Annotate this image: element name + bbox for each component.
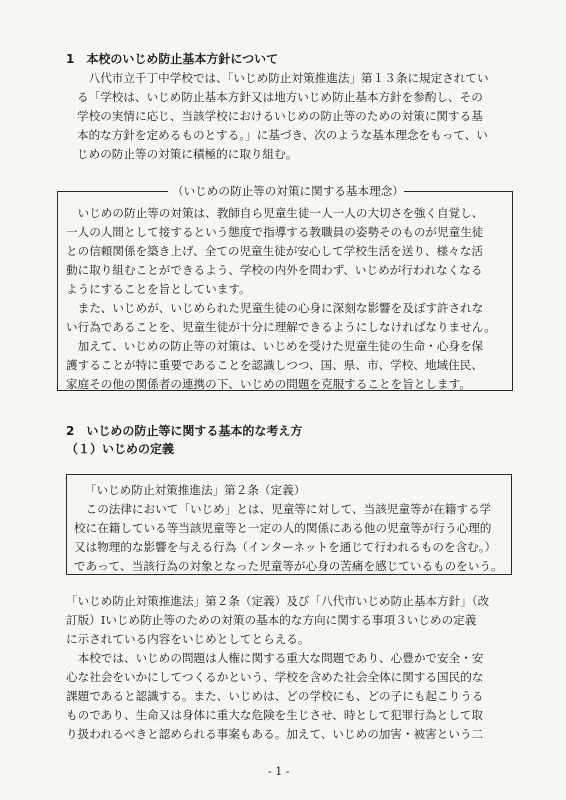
paragraph-line: じめの防止等の対策に積極的に取り組む。	[77, 147, 298, 161]
definition-line: 又は物理的な影響を与える行為（インターネットを通じて行われるものを含む。）	[74, 540, 497, 554]
body-line: 本校では、いじめの問題は人権に関する重大な問題であり、心豊かで安全・安	[66, 651, 484, 665]
definition-title: 「いじめ防止対策推進法」第２条（定義）	[85, 483, 306, 497]
definition-line: であって、当該行為の対象となった児童等が心身の苦痛を感じているものをいう。	[74, 559, 503, 573]
section-2-heading: 2 いじめの防止等に関する基本的な考え方	[66, 424, 303, 438]
body-line: 心な社会をいかにしてつくるかという、学校を含めた社会全体に関する国民的な	[66, 670, 484, 684]
paragraph-line: 本的な方針を定めるものとする。」に基づき、次のような基本理念をもって、い	[77, 128, 488, 142]
body-line: 課題であると認識する。また、いじめは、どの学校にも、どの子にも起こりうる	[66, 689, 484, 703]
definition-line: 校に在籍している等当該児童等と一定の人的関係にある他の児童等が行う心理的	[74, 521, 492, 535]
box-line: 加えて、いじめの防止等の対策は、いじめを受けた児童生徒の生命・心身を保	[66, 339, 484, 353]
box-line: また、いじめが、いじめられた児童生徒の心身に深刻な影響を及ぼす許されな	[66, 301, 484, 315]
box-line: ようにすることを旨としています。	[66, 282, 251, 296]
box-line: 家庭その他の関係者の連携の下、いじめの問題を克服することを旨とします。	[66, 377, 471, 391]
page-number: - 1 -	[268, 765, 290, 778]
paragraph-line: 八代市立千丁中学校では、「いじめ防止対策推進法」第１３条に規定されてい	[77, 71, 489, 85]
body-line: 訂版）Ⅰいじめ防止等のための対策の基本的な方向に関する事項３いじめの定義	[66, 613, 477, 627]
body-line: ものであり、生命又は身体に重大な危険を生じさせ、時として犯罪行為として取	[66, 708, 484, 722]
basic-philosophy-title: （いじめの防止等の対策に関する基本理念）	[172, 184, 404, 198]
box-line: との信頼関係を築き上げ、全ての児童生徒が安心して学校生活を送り、様々な活	[66, 244, 483, 258]
box-line: いじめの防止等の対策は、教師自ら児童生徒一人一人の大切さを強く自覚し、	[66, 206, 484, 220]
box-line: 護することが特に重要であることを認識しつつ、国、県、市、学校、地域住民、	[66, 358, 483, 372]
paragraph-line: る「学校は、いじめ防止基本方針又は地方いじめ防止基本方針を参酌し、その	[77, 90, 483, 104]
definition-line: この法律において「いじめ」とは、児童等に対して、当該児童等が在籍する学	[74, 502, 492, 516]
body-line: り扱われるべきと認められる事案もある。加えて、いじめの加害・被害という二	[66, 727, 484, 741]
box-line: 一人の人間として接するという態度で指導する教職員の姿勢そのものが児童生徒	[66, 225, 484, 239]
box-line: 動に取り組むことができるよう、学校の内外を問わず、いじめが行われなくなる	[66, 263, 483, 277]
body-line: 「いじめ防止対策推進法」第２条（定義）及び「八代市いじめ防止基本方針」（改	[66, 594, 490, 608]
section-2-1-heading: （１）いじめの定義	[66, 442, 175, 456]
body-line: に示されている内容をいじめとしてとらえる。	[66, 632, 310, 646]
paragraph-line: 学校の実情に応じ、当該学校におけるいじめの防止等のための対策に関する基	[77, 109, 483, 123]
box-line: い行為であることを、児童生徒が十分に理解できるようにしなければなりません。	[66, 320, 496, 334]
section-1-heading: 1 本校のいじめ防止基本方針について	[66, 52, 279, 66]
